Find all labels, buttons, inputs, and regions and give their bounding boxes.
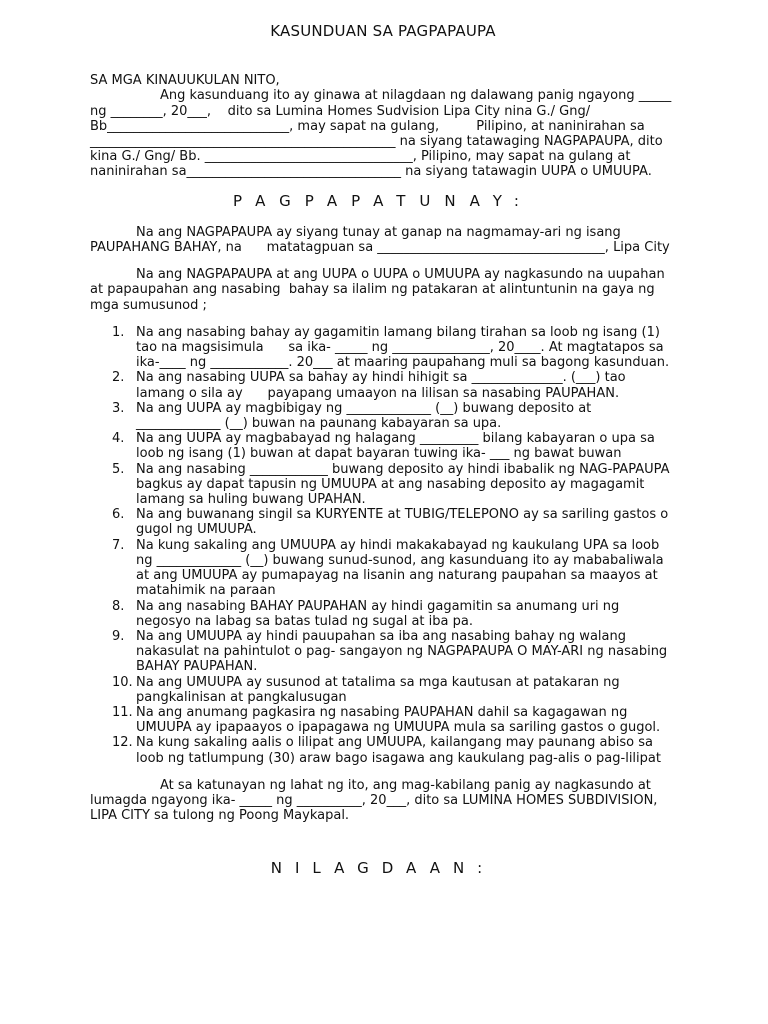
list-item-text: Na ang nasabing ____________ buwang deposito ay hindi ibabalik ng NAG-PAPAUPA bagkus ay dapat tapusin ng UMUUPA at ang nasabing deposito ay magagamit lamang sa huling buwang UPAHAN. bbox=[136, 461, 674, 508]
list-item-number: 1. bbox=[112, 324, 125, 340]
list-item-text: Na ang UUPA ay magbabayad ng halagang _________ bilang kabayaran o upa sa loob ng isang (1) buwan at dapat bayaran tuwing ika- ___ ng bawat buwan bbox=[136, 431, 659, 462]
terms-list bbox=[90, 325, 676, 766]
list-item-number: 4. bbox=[112, 431, 125, 447]
list-item-text: Na ang nasabing BAHAY PAUPAHAN ay hindi gagamitin sa anumang uri ng negosyo na labag sa batas tulad ng sugal at iba pa. bbox=[136, 598, 624, 629]
section-heading-pagpapatunay: PAGPAPATUNAY: bbox=[233, 191, 533, 210]
list-item-number: 2. bbox=[112, 370, 125, 386]
list-item bbox=[112, 704, 676, 736]
list-item bbox=[112, 507, 676, 538]
list-item bbox=[112, 461, 676, 508]
list-item bbox=[112, 400, 676, 432]
list-item-number: 6. bbox=[112, 507, 125, 523]
list-item-text: Na ang UMUUPA ay hindi pauupahan sa iba ang nasabing bahay ng walang nakasulat na pahintulot o pag- sangayon ng NAGPAPAUPA O MAY-ARI ng nasabing BAHAY PAUPAHAN. bbox=[136, 628, 672, 675]
closing-paragraph: At sa katunayan ng lahat ng ito, ang mag-kabilang panig ay nagkasundo at lumagda ngayong ika- _____ ng __________, 20___, dito sa LUMINA HOMES SUBDIVISION, LIPA CITY sa tulong ng Poong Maykapal. bbox=[90, 777, 662, 824]
list-item bbox=[112, 674, 676, 705]
list-item bbox=[112, 735, 676, 766]
ownership-paragraph: Na ang NAGPAPAUPA ay siyang tunay at ganap na nagmamay-ari ng isang PAUPAHANG BAHAY, na matatagpuan sa ___________________________________, Lipa City bbox=[90, 224, 670, 256]
list-item bbox=[112, 370, 676, 401]
list-item bbox=[112, 628, 676, 675]
list-item-text: Na ang UUPA ay magbibigay ng _____________ (__) buwang deposito at _____________ (__) buwan na paunang kabayaran sa upa. bbox=[136, 400, 596, 432]
list-item-number: 8. bbox=[112, 598, 125, 614]
list-item-text: Na ang anumang pagkasira ng nasabing PAUPAHAN dahil sa kagagawan ng UMUUPA ay ipapaayos o ipapagawa ng UMUUPA mula sa sariling gastos o gugol. bbox=[136, 704, 661, 736]
list-item-number: 9. bbox=[112, 628, 125, 644]
list-item-number: 12. bbox=[112, 735, 133, 751]
list-item bbox=[112, 537, 676, 599]
list-item-number: 7. bbox=[112, 537, 125, 553]
list-item-text: Na kung sakaling aalis o lilipat ang UMUUPA, kailangang may paunang abiso sa loob ng tatlumpung (30) araw bago isagawa ang kaukulang pag-alis o pag-lilipat bbox=[136, 735, 661, 766]
section-heading-nilagdaan: NILAGDAAN: bbox=[270, 859, 496, 878]
list-item-number: 10. bbox=[112, 674, 133, 690]
list-item-text: Na kung sakaling ang UMUUPA ay hindi makakabayad ng kaukulang UPA sa loob ng _____________ (__) buwang sunud-sunod, ang kasunduang ito ay mababaliwala at ang UMUUPA ay pumapayag na lisanin ang naturang paupahan sa maayos at matahimik na paraan bbox=[136, 537, 668, 599]
list-item-text: Na ang UMUUPA ay susunod at tatalima sa mga kautusan at patakaran ng pangkalinisan at pangkalusugan bbox=[136, 674, 624, 705]
agreement-paragraph: Na ang NAGPAPAUPA at ang UUPA o UUPA o UMUUPA ay nagkasundo na uupahan at papaupahan ang nasabing bahay sa ilalim ng patakaran at alintuntunin na gaya ng mga sumusunod ; bbox=[90, 267, 669, 313]
list-item-number: 5. bbox=[112, 461, 125, 477]
list-item-text: Na ang nasabing bahay ay gagamitin lamang bilang tirahan sa loob ng isang (1) tao na magsisimula sa ika- _____ ng _______________, 20____. At magtatapos sa ika-____ ng ____________. 20___ at maaring paupahang muli sa bagong kasunduan. bbox=[136, 324, 670, 371]
list-item-text: Na ang nasabing UUPA sa bahay ay hindi hihigit sa ______________. (___) tao lamang o sila ay payapang umaayon na lilisan sa nasabing PAUPAHAN. bbox=[136, 370, 630, 401]
salutation: SA MGA KINAUUKULAN NITO, bbox=[90, 73, 280, 89]
document-title: KASUNDUAN SA PAGPAPAUPA bbox=[270, 22, 496, 40]
list-item-number: 3. bbox=[112, 400, 125, 416]
list-item bbox=[112, 598, 676, 629]
intro-paragraph: Ang kasunduang ito ay ginawa at nilagdaan ng dalawang panig ngayong _____ ng ________, 20___, dito sa Lumina Homes Sudvision Lipa City nina G./ Gng/ Bb____________________________, may sapat na gulang, Pilipino, at naninirahan sa _______________________________________________ na siyang tatawaging NAGPAPAUPA, dito kina G./ Gng/ Bb. ________________________________, Pilipino, may sapat na gulang at naninirahan sa_________________________________ na siyang tatawagin UUPA o UMUUPA. bbox=[90, 88, 676, 180]
list-item bbox=[112, 431, 676, 462]
list-item-text: Na ang buwanang singil sa KURYENTE at TUBIG/TELEPONO ay sa sariling gastos o gugol ng UMUUPA. bbox=[136, 507, 673, 538]
list-item-number: 11. bbox=[112, 704, 133, 720]
list-item bbox=[112, 324, 676, 371]
